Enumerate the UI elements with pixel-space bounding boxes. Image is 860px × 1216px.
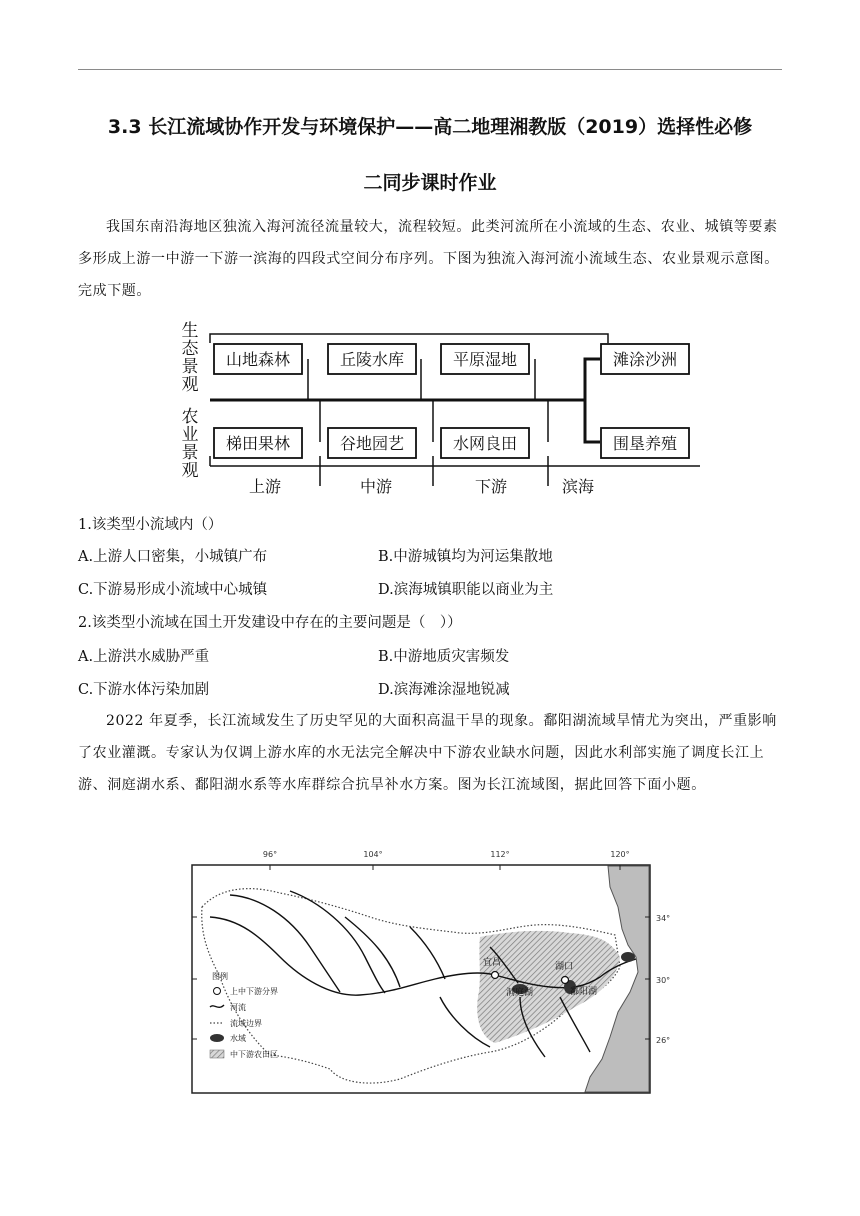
place-label-hukou: 湖口 — [555, 962, 574, 972]
section-label: 下游 — [474, 477, 508, 496]
agri-label-char: 景 — [181, 443, 199, 463]
question-2-stem: 2.该类型小流域在国土开发建设中存在的主要问题是（ ）） — [78, 615, 462, 631]
question-1-option-d[interactable]: D.滨海城镇职能以商业为主 — [378, 582, 554, 598]
place-label-poyang: 鄱阳湖 — [570, 987, 598, 997]
longitude-label: 120° — [610, 850, 630, 859]
division-point-marker — [562, 977, 569, 984]
question-1-stem: 1.该类型小流域内（） — [78, 517, 223, 533]
agri-box-label: 水网良田 — [452, 434, 518, 453]
landscape-diagram — [170, 318, 700, 500]
legend-item: 水域 — [230, 1034, 246, 1043]
latitude-label: 26° — [656, 1036, 670, 1045]
agri-label-char: 业 — [181, 425, 199, 445]
agri-label-char: 农 — [181, 407, 199, 427]
agri-label-char: 观 — [181, 461, 199, 481]
place-label-dongting: 洞庭湖 — [506, 988, 534, 998]
intro-paragraph-2: 2022 年夏季，长江流域发生了历史罕见的大面积高温干旱的现象。鄱阳湖流域旱情尤为突出，严重影响了农业灌溉。专家认为仅调上游水库的水无法完全解决中下游农业缺水问题，因此水利部实施了调度长江上游、洞庭湖水系、鄱阳湖水系等水库群综合抗旱补水方案。图为长江流域图，据此回答下面小题。 — [78, 713, 777, 793]
legend-water-icon — [210, 1034, 224, 1042]
latitude-label: 34° — [656, 914, 670, 923]
division-point-marker — [492, 972, 499, 979]
question-2-option-b[interactable]: B.中游地质灾害频发 — [378, 649, 510, 665]
eco-box-label: 山地森林 — [225, 350, 291, 369]
question-2-option-a[interactable]: A.上游洪水威胁严重 — [78, 649, 210, 665]
legend-item: 河流 — [230, 1003, 246, 1012]
question-1-option-c[interactable]: C.下游易形成小流域中心城镇 — [78, 582, 268, 598]
legend-item: 中下游农田区 — [230, 1050, 278, 1059]
intro-paragraph-1: 我国东南沿海地区独流入海河流径流量较大，流程较短。此类河流所在小流域的生态、农业、城镇等要素多形成上游一中游一下游一滨海的四段式空间分布序列。下图为独流入海河流小流域生态、农业景观示意图。完成下题。 — [78, 219, 779, 299]
taihu-lake-shape — [621, 952, 635, 962]
eco-box-label: 丘陵水库 — [339, 350, 405, 369]
place-label-yichang: 宜昌 — [483, 958, 502, 968]
longitude-label: 104° — [363, 850, 383, 859]
page-title-line-1: 3.3 长江流域协作开发与环境保护——高二地理湘教版（2019）选择性必修 — [107, 116, 753, 138]
question-1-option-b[interactable]: B.中游城镇均为河运集散地 — [378, 549, 553, 565]
question-2-option-c[interactable]: C.下游水体污染加剧 — [78, 682, 210, 698]
section-label: 中游 — [359, 477, 393, 496]
eco-box-label: 平原湿地 — [452, 350, 518, 369]
longitude-label: 96° — [262, 850, 278, 859]
eco-label-char: 景 — [181, 357, 199, 377]
legend-farmland-icon — [210, 1050, 224, 1058]
legend-boundary-point-icon — [214, 988, 221, 995]
legend-item: 上中下游分界 — [230, 987, 278, 996]
legend-item: 流域边界 — [230, 1019, 262, 1028]
map-legend-title: 图例 — [212, 972, 228, 981]
section-label: 上游 — [248, 477, 282, 496]
longitude-label: 112° — [490, 850, 510, 859]
eco-box-label: 滩涂沙洲 — [612, 350, 678, 369]
agri-box-label: 谷地园艺 — [339, 434, 405, 453]
eco-label-char: 态 — [181, 339, 199, 359]
yangtze-basin-map — [190, 847, 670, 1097]
eco-label-char: 生 — [181, 321, 199, 341]
question-2-option-d[interactable]: D.滨海滩涂湿地锐减 — [378, 682, 510, 698]
header-rule — [78, 69, 782, 70]
page-title-line-2: 二同步课时作业 — [363, 172, 497, 194]
agri-box-label: 围垦养殖 — [612, 434, 678, 453]
agri-box-label: 梯田果林 — [225, 434, 291, 453]
section-label: 滨海 — [561, 477, 595, 496]
question-1-option-a[interactable]: A.上游人口密集，小城镇广布 — [78, 549, 268, 565]
eco-label-char: 观 — [181, 375, 199, 395]
latitude-label: 30° — [656, 976, 670, 985]
